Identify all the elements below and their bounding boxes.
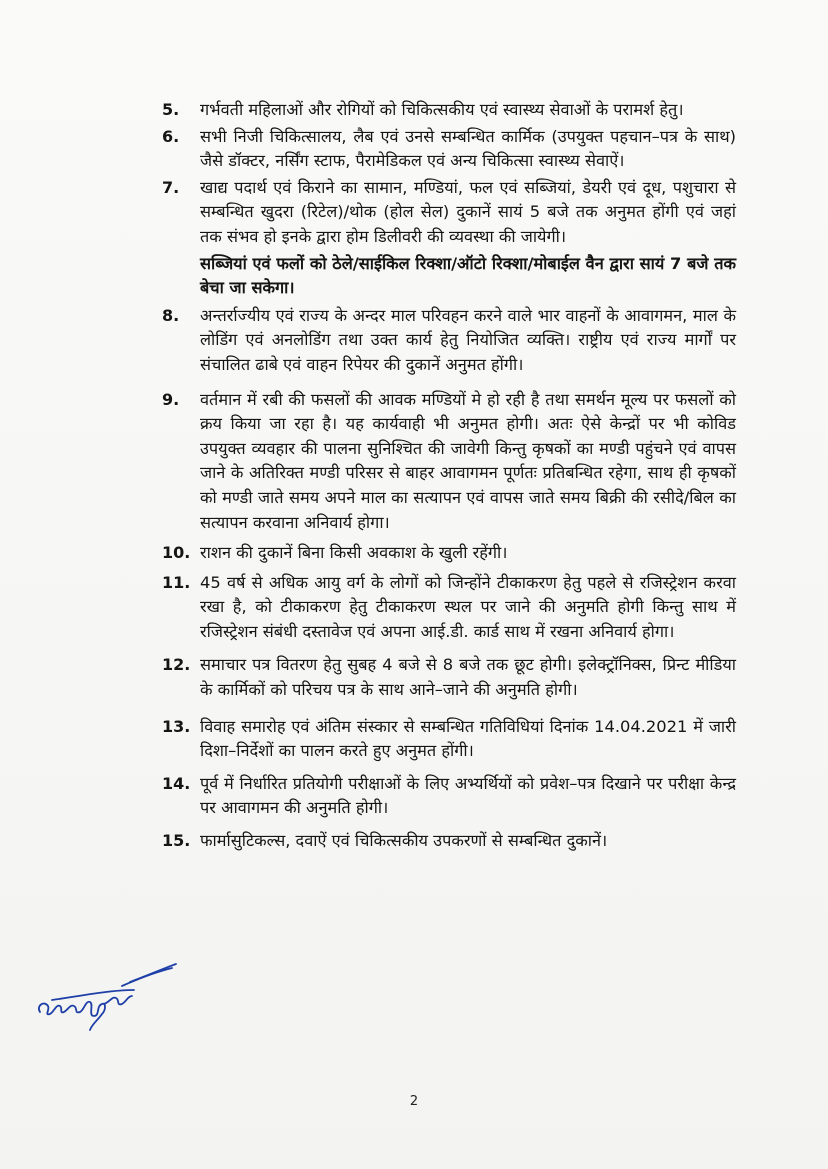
clause-item-8 bbox=[162, 304, 736, 378]
clause-number: 10. bbox=[162, 543, 191, 563]
clause-item-5 bbox=[162, 98, 736, 123]
clause-number: 5. bbox=[162, 100, 180, 119]
clause-number: 11. bbox=[162, 572, 191, 592]
clause-text: अन्तर्राज्यीय एवं राज्य के अन्दर माल परिवहन करने वाले भार वाहनों के आवागमन, माल के लोडिंग एवं अनलोडिंग तथा उक्त कार्य हेतु नियोजित व्यक्ति। राष्ट्रीय एवं राज्य मार्गों पर संचालित ढाबे एवं वाहन रिपेयर की दुकानें अनुमत होंगी। bbox=[200, 305, 736, 374]
clause-item-11 bbox=[162, 571, 736, 645]
clause-number: 13. bbox=[162, 716, 191, 736]
clause-item-12 bbox=[162, 653, 736, 702]
clause-text: गर्भवती महिलाओं और रोगियों को चिकित्सकीय एवं स्वास्थ्य सेवाओं के परामर्श हेतु। bbox=[200, 100, 684, 119]
clause-text: समाचार पत्र वितरण हेतु सुबह 4 बजे से 8 बजे तक छूट होगी। इलेक्ट्रॉनिक्स, प्रिन्ट मीडिया के कार्मिकों को परिचय पत्र के साथ आने–जाने की अनुमति होगी। bbox=[200, 655, 736, 700]
clause-text: फार्मासुटिकल्स, दवाऐं एवं चिकित्सकीय उपकरणों से सम्बन्धित दुकानें। bbox=[200, 831, 608, 851]
clause-item-6 bbox=[162, 125, 736, 174]
clause-number: 7. bbox=[162, 177, 180, 197]
clause-number: 8. bbox=[162, 305, 180, 325]
clause-item-7 bbox=[162, 176, 736, 301]
clause-text: वर्तमान में रबी की फसलों की आवक मण्डियों मे हो रही है तथा समर्थन मूल्य पर फसलों को क्रय किया जा रहा है। यह कार्यवाही भी अनुमत होगी। अतः ऐसे केन्द्रों पर भी कोविड उपयुक्त व्यवहार की पालना सुनिश्चित की जावेगी किन्तु कृषकों का मण्डी पहुंचने एवं वापस जाने के अतिरिक्त मण्डी परिसर से बाहर आवागमन पूर्णतः प्रतिबन्धित रहेगा, साथ ही कृषकों को मण्डी जाते समय अपने माल का सत्यापन एवं वापस जाते समय बिक्री की रसीदे/बिल का सत्यापन करवाना अनिवार्य होगा। bbox=[200, 389, 736, 532]
clause-item-15 bbox=[162, 829, 736, 854]
page-number: 2 bbox=[409, 1094, 419, 1109]
clause-number: 12. bbox=[162, 655, 191, 675]
clause-bold-note: सब्जियां एवं फलों को ठेले/साईकिल रिक्शा/ऑटो रिक्शा/मोबाईल वैन द्वारा सायं 7 बजे तक बेचा जा सकेगा। bbox=[200, 253, 736, 298]
clause-text: विवाह समारोह एवं अंतिम संस्कार से सम्बन्धित गतिविधियां दिनांक 14.04.2021 में जारी दिशा–निर्देशों का पालन करते हुए अनुमत होंगी। bbox=[200, 716, 736, 761]
clause-number: 6. bbox=[162, 126, 180, 146]
clause-list bbox=[162, 98, 736, 854]
handwritten-signature bbox=[30, 960, 180, 1040]
clause-text: 45 वर्ष से अधिक आयु वर्ग के लोगों को जिन्होंने टीकाकरण हेतु पहले से रजिस्ट्रेशन करवा रखा है, को टीकाकरण हेतु टीकाकरण स्थल पर जाने की अनुमति होगी किन्तु साथ में रजिस्ट्रेशन संबंधी दस्तावेज एवं अपना आई.डी. कार्ड साथ में रखना अनिवार्य होगा। bbox=[200, 572, 736, 641]
clause-item-13 bbox=[162, 715, 736, 764]
clause-text: पूर्व में निर्धारित प्रतियोगी परीक्षाओं के लिए अभ्यर्थियों को प्रवेश–पत्र दिखाने पर परीक्षा केन्द्र पर आवागमन की अनुमति होगी। bbox=[200, 773, 736, 818]
clause-item-9 bbox=[162, 388, 736, 536]
clause-item-10 bbox=[162, 541, 736, 566]
clause-number: 15. bbox=[162, 831, 191, 851]
clause-item-14 bbox=[162, 772, 736, 821]
clause-number: 14. bbox=[162, 773, 191, 793]
clause-text: राशन की दुकानें बिना किसी अवकाश के खुली रहेंगी। bbox=[200, 543, 508, 563]
clause-number: 9. bbox=[162, 389, 180, 409]
clause-text: सभी निजी चिकित्सालय, लैब एवं उनसे सम्बन्धित कार्मिक (उपयुक्त पहचान–पत्र के साथ) जैसे डॉक्टर, नर्सिंग स्टाफ, पैरामेडिकल एवं अन्य चिकित्सा स्वास्थ्य सेवाऐं। bbox=[200, 126, 736, 171]
clause-text: खाद्य पदार्थ एवं किराने का सामान, मण्डियां, फल एवं सब्जियां, डेयरी एवं दूध, पशुचारा से सम्बन्धित खुदरा (रिटेल)/थोक (होल सेल) दुकानें सायं 5 बजे तक अनुमत होंगी एवं जहां तक संभव हो इनके द्वारा होम डिलीवरी की व्यवस्था की जायेगी। bbox=[200, 177, 736, 246]
